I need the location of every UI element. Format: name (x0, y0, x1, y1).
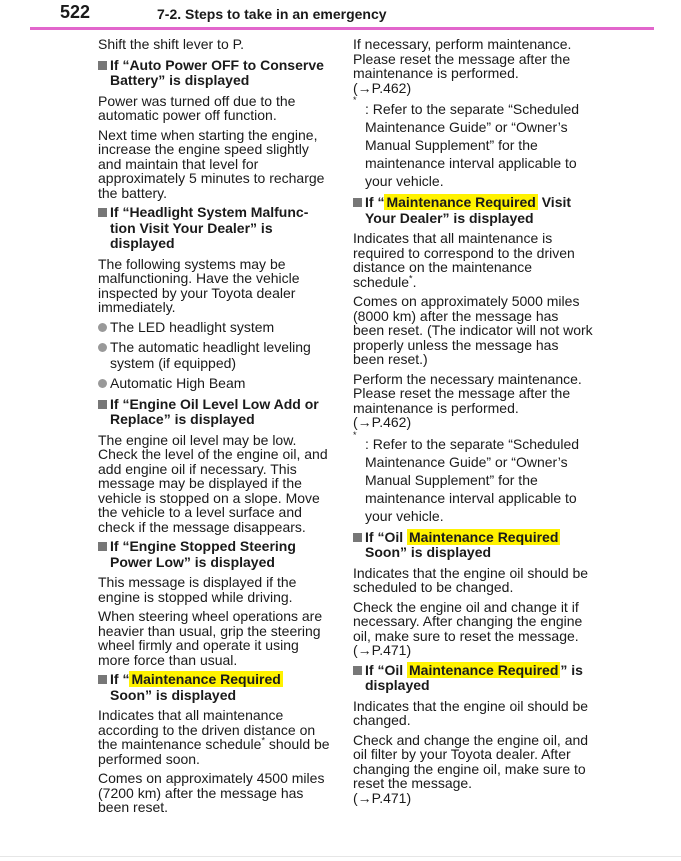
paragraph: When steering wheel operations are heavier than usual, grip the steering wheel firmly and operate it using more force than usual. (98, 608, 323, 668)
paragraph: Next time when starting the engine, increase the engine speed slightly and maintain that level for approximately 5 minutes to recharge the battery. (98, 126, 325, 201)
square-bullet-icon (98, 675, 107, 684)
square-bullet-icon (353, 533, 362, 542)
heading-auto-power-off: If “Auto Power OFF to Conserve Battery” is displayed (98, 58, 332, 89)
page-reference: (→P.462) (353, 414, 412, 430)
heading-oil-maintenance-required-soon: If “Oil Maintenance Required Soon” is displayed (353, 530, 593, 561)
paragraph: Check and change the engine oil, and oil filter by your Toyota dealer. After changing the engine oil, make sure to reset the message. (→P.471) (353, 731, 589, 806)
highlight: Maintenance Required (409, 661, 559, 678)
paragraph: Perform the necessary maintenance. Please reset the message after the maintenance is performed. (→P.462) (353, 370, 582, 430)
circle-bullet-icon (98, 323, 107, 332)
shift-instruction: Shift the shift lever to P. (98, 36, 245, 52)
paragraph: The following systems may be malfunctioning. Have the vehicle inspected by your Toyota dealer immediately. (98, 255, 300, 315)
circle-bullet-icon (98, 379, 107, 388)
heading-oil-maintenance-required: If “Oil Maintenance Required ” is displayed (353, 663, 593, 694)
footnote: * : Refer to the separate “Scheduled Maintenance Guide” or “Owner’s Manual Supplement” for the maintenance interval applicable to your vehicle. (353, 429, 580, 524)
heading-steering-power-low: If “Engine Stopped Steering Power Low” is displayed (98, 539, 332, 570)
page-reference: (→P.462) (353, 79, 412, 96)
square-bullet-icon (98, 208, 107, 217)
square-bullet-icon (98, 400, 107, 409)
header-rule (30, 27, 654, 30)
right-column (353, 37, 593, 810)
list-item: The LED headlight system (98, 320, 332, 336)
paragraph: The engine oil level may be low. Check the level of the engine oil, and add engine oil if necessary. This message may be displayed if the vehicle is stopped on a slope. Move the vehicle to a level surface and check if the message disappears. (98, 431, 328, 535)
highlight: Maintenance Required (386, 194, 536, 210)
paragraph: Comes on approximately 5000 miles (8000 km) after the message has been reset. (The indicator will not work properly unless the message has been reset.) (353, 293, 593, 367)
chapter-title: 7-2. Steps to take in an emergency (157, 6, 387, 22)
paragraph: Indicates that the engine oil should be scheduled to be changed. (353, 564, 589, 595)
highlight: Maintenance Required (409, 528, 559, 545)
paragraph: Indicates that the engine oil should be changed. (353, 697, 589, 728)
paragraph: Indicates that all maintenance is required to correspond to the driven distance on the maintenance schedule*. (353, 230, 575, 290)
square-bullet-icon (353, 666, 362, 675)
paragraph: Check the engine oil and change it if necessary. After changing the engine oil, make sure to reset the message. (→P.471) (353, 598, 583, 658)
heading-maintenance-required-visit-dealer: If “ Maintenance Required Visit Your Dealer” is displayed (353, 195, 593, 226)
paragraph: Comes on approximately 4500 miles (7200 km) after the message has been reset. (98, 770, 325, 815)
list-item: Automatic High Beam (98, 376, 332, 392)
square-bullet-icon (353, 198, 362, 207)
page-bottom-divider (0, 856, 681, 857)
footnote: * : Refer to the separate “Scheduled Maintenance Guide” or “Owner’s Manual Supplement” for the maintenance interval applicable to your vehicle. (353, 95, 580, 189)
page-reference: (→P.471) (353, 789, 412, 806)
circle-bullet-icon (98, 343, 107, 352)
square-bullet-icon (98, 61, 107, 70)
heading-headlight-malfunction: If “Headlight System Malfunc- tion Visit Your Dealer” is displayed (98, 205, 332, 252)
paragraph: Power was turned off due to the automatic power off function. (98, 92, 296, 123)
left-column (98, 37, 332, 820)
paragraph: Indicates that all maintenance according to the driven distance on the maintenance schedule* should be performed soon. (98, 707, 330, 767)
heading-maintenance-required-soon: If “ Maintenance Required Soon” is displayed (98, 672, 332, 703)
page-header (0, 0, 681, 30)
paragraph: If necessary, perform maintenance. Please reset the message after the maintenance is performed. (→P.462) (353, 36, 572, 96)
heading-engine-oil-low: If “Engine Oil Level Low Add or Replace” is displayed (98, 397, 332, 428)
page-number: 522 (60, 2, 91, 22)
list-item: The automatic headlight leveling system (if equipped) (98, 340, 332, 371)
paragraph: This message is displayed if the engine is stopped while driving. (98, 574, 297, 605)
highlight: Maintenance Required (131, 671, 281, 687)
square-bullet-icon (98, 542, 107, 551)
